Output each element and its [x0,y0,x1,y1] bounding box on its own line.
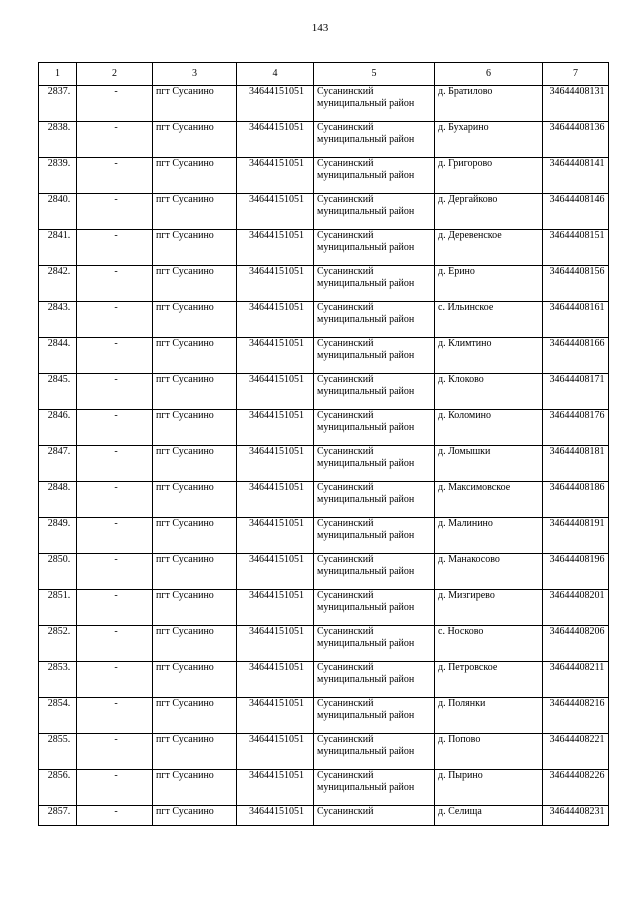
row-number: 2846. [39,410,77,446]
oktmo-settlement: 34644151051 [237,302,314,338]
oktmo-settlement: 34644151051 [237,158,314,194]
oktmo-locality: 34644408146 [543,194,609,230]
cell-empty: - [77,266,153,302]
settlement: пгт Сусанино [153,518,237,554]
settlement: пгт Сусанино [153,410,237,446]
oktmo-locality: 34644408181 [543,446,609,482]
oktmo-locality: 34644408171 [543,374,609,410]
oktmo-locality: 34644408176 [543,410,609,446]
cell-empty: - [77,194,153,230]
settlement: пгт Сусанино [153,338,237,374]
column-header: 5 [314,63,435,86]
locality: д. Деревенское [435,230,543,266]
cell-empty: - [77,662,153,698]
row-number: 2838. [39,122,77,158]
locality: д. Максимовское [435,482,543,518]
cell-empty: - [77,302,153,338]
cell-empty: - [77,86,153,122]
oktmo-locality: 34644408206 [543,626,609,662]
settlement: пгт Сусанино [153,302,237,338]
column-header: 6 [435,63,543,86]
settlement: пгт Сусанино [153,770,237,806]
locality: д. Клоково [435,374,543,410]
municipal-district: Сусанинский [314,806,435,826]
table-row [39,698,609,734]
row-number: 2839. [39,158,77,194]
oktmo-locality: 34644408131 [543,86,609,122]
oktmo-settlement: 34644151051 [237,122,314,158]
oktmo-settlement: 34644151051 [237,374,314,410]
row-number: 2849. [39,518,77,554]
municipal-district: Сусанинский муниципальный район [314,338,435,374]
page-number: 143 [311,22,329,34]
oktmo-locality: 34644408201 [543,590,609,626]
oktmo-locality: 34644408156 [543,266,609,302]
cell-empty: - [77,410,153,446]
locality: д. Малинино [435,518,543,554]
oktmo-settlement: 34644151051 [237,230,314,266]
settlement: пгт Сусанино [153,806,237,826]
municipal-district: Сусанинский муниципальный район [314,446,435,482]
table-row [39,338,609,374]
oktmo-locality: 34644408161 [543,302,609,338]
settlement: пгт Сусанино [153,86,237,122]
locality: д. Мизгирево [435,590,543,626]
table-row [39,482,609,518]
oktmo-settlement: 34644151051 [237,410,314,446]
oktmo-locality: 34644408186 [543,482,609,518]
oktmo-settlement: 34644151051 [237,266,314,302]
table-row [39,86,609,122]
table-row [39,590,609,626]
municipal-district: Сусанинский муниципальный район [314,374,435,410]
table-row [39,770,609,806]
oktmo-settlement: 34644151051 [237,194,314,230]
oktmo-settlement: 34644151051 [237,338,314,374]
cell-empty: - [77,374,153,410]
cell-empty: - [77,770,153,806]
row-number: 2848. [39,482,77,518]
cell-empty: - [77,158,153,194]
table-row [39,230,609,266]
row-number: 2854. [39,698,77,734]
municipal-district: Сусанинский муниципальный район [314,554,435,590]
row-number: 2847. [39,446,77,482]
municipal-district: Сусанинский муниципальный район [314,770,435,806]
oktmo-settlement: 34644151051 [237,770,314,806]
row-number: 2857. [39,806,77,826]
oktmo-settlement: 34644151051 [237,446,314,482]
column-header: 2 [77,63,153,86]
locality: д. Ломышки [435,446,543,482]
settlement: пгт Сусанино [153,626,237,662]
municipal-district: Сусанинский муниципальный район [314,698,435,734]
row-number: 2851. [39,590,77,626]
municipal-district: Сусанинский муниципальный район [314,86,435,122]
locality: д. Дергайково [435,194,543,230]
cell-empty: - [77,230,153,266]
municipal-district: Сусанинский муниципальный район [314,122,435,158]
settlement: пгт Сусанино [153,662,237,698]
row-number: 2840. [39,194,77,230]
municipal-district: Сусанинский муниципальный район [314,626,435,662]
cell-empty: - [77,626,153,662]
settlement: пгт Сусанино [153,374,237,410]
oktmo-settlement: 34644151051 [237,518,314,554]
oktmo-settlement: 34644151051 [237,554,314,590]
oktmo-locality: 34644408136 [543,122,609,158]
row-number: 2843. [39,302,77,338]
column-header: 4 [237,63,314,86]
locality: д. Манакосово [435,554,543,590]
municipal-district: Сусанинский муниципальный район [314,410,435,446]
locality: д. Климтино [435,338,543,374]
cell-empty: - [77,482,153,518]
settlement: пгт Сусанино [153,194,237,230]
locality: д. Попово [435,734,543,770]
oktmo-locality: 34644408196 [543,554,609,590]
municipal-district: Сусанинский муниципальный район [314,518,435,554]
locality: с. Ильинское [435,302,543,338]
cell-empty: - [77,806,153,826]
oktmo-settlement: 34644151051 [237,806,314,826]
oktmo-settlement: 34644151051 [237,590,314,626]
locality: д. Братилово [435,86,543,122]
settlement: пгт Сусанино [153,158,237,194]
oktmo-locality: 34644408166 [543,338,609,374]
row-number: 2844. [39,338,77,374]
row-number: 2842. [39,266,77,302]
locality: д. Ерино [435,266,543,302]
oktmo-locality: 34644408211 [543,662,609,698]
locality: д. Петровское [435,662,543,698]
oktmo-locality: 34644408141 [543,158,609,194]
settlement: пгт Сусанино [153,266,237,302]
registry-table [38,62,609,826]
oktmo-settlement: 34644151051 [237,626,314,662]
settlement: пгт Сусанино [153,230,237,266]
cell-empty: - [77,122,153,158]
municipal-district: Сусанинский муниципальный район [314,266,435,302]
settlement: пгт Сусанино [153,590,237,626]
locality: д. Пырино [435,770,543,806]
locality: д. Бухарино [435,122,543,158]
row-number: 2855. [39,734,77,770]
table-row [39,302,609,338]
oktmo-locality: 34644408191 [543,518,609,554]
cell-empty: - [77,554,153,590]
oktmo-settlement: 34644151051 [237,482,314,518]
locality: с. Носково [435,626,543,662]
table-row [39,194,609,230]
oktmo-settlement: 34644151051 [237,86,314,122]
table-row [39,374,609,410]
oktmo-locality: 34644408231 [543,806,609,826]
oktmo-locality: 34644408216 [543,698,609,734]
table-row [39,158,609,194]
cell-empty: - [77,734,153,770]
municipal-district: Сусанинский муниципальный район [314,158,435,194]
oktmo-settlement: 34644151051 [237,734,314,770]
oktmo-locality: 34644408226 [543,770,609,806]
table-row [39,734,609,770]
row-number: 2852. [39,626,77,662]
column-header: 1 [39,63,77,86]
column-header: 3 [153,63,237,86]
table-row [39,554,609,590]
table-row [39,518,609,554]
municipal-district: Сусанинский муниципальный район [314,482,435,518]
municipal-district: Сусанинский муниципальный район [314,734,435,770]
municipal-district: Сусанинский муниципальный район [314,194,435,230]
cell-empty: - [77,698,153,734]
oktmo-locality: 34644408151 [543,230,609,266]
cell-empty: - [77,446,153,482]
settlement: пгт Сусанино [153,734,237,770]
table-row [39,410,609,446]
municipal-district: Сусанинский муниципальный район [314,230,435,266]
cell-empty: - [77,338,153,374]
row-number: 2845. [39,374,77,410]
municipal-district: Сусанинский муниципальный район [314,302,435,338]
row-number: 2853. [39,662,77,698]
table-row [39,122,609,158]
table-row [39,266,609,302]
table-row [39,806,609,826]
municipal-district: Сусанинский муниципальный район [314,662,435,698]
table-row [39,662,609,698]
settlement: пгт Сусанино [153,446,237,482]
table-row [39,626,609,662]
settlement: пгт Сусанино [153,554,237,590]
municipal-district: Сусанинский муниципальный район [314,590,435,626]
settlement: пгт Сусанино [153,482,237,518]
column-header: 7 [543,63,609,86]
row-number: 2837. [39,86,77,122]
row-number: 2841. [39,230,77,266]
locality: д. Коломино [435,410,543,446]
header-row [39,63,609,86]
row-number: 2856. [39,770,77,806]
locality: д. Григорово [435,158,543,194]
settlement: пгт Сусанино [153,698,237,734]
oktmo-settlement: 34644151051 [237,662,314,698]
oktmo-settlement: 34644151051 [237,698,314,734]
locality: д. Полянки [435,698,543,734]
locality: д. Селища [435,806,543,826]
row-number: 2850. [39,554,77,590]
settlement: пгт Сусанино [153,122,237,158]
cell-empty: - [77,590,153,626]
oktmo-locality: 34644408221 [543,734,609,770]
table-row [39,446,609,482]
cell-empty: - [77,518,153,554]
